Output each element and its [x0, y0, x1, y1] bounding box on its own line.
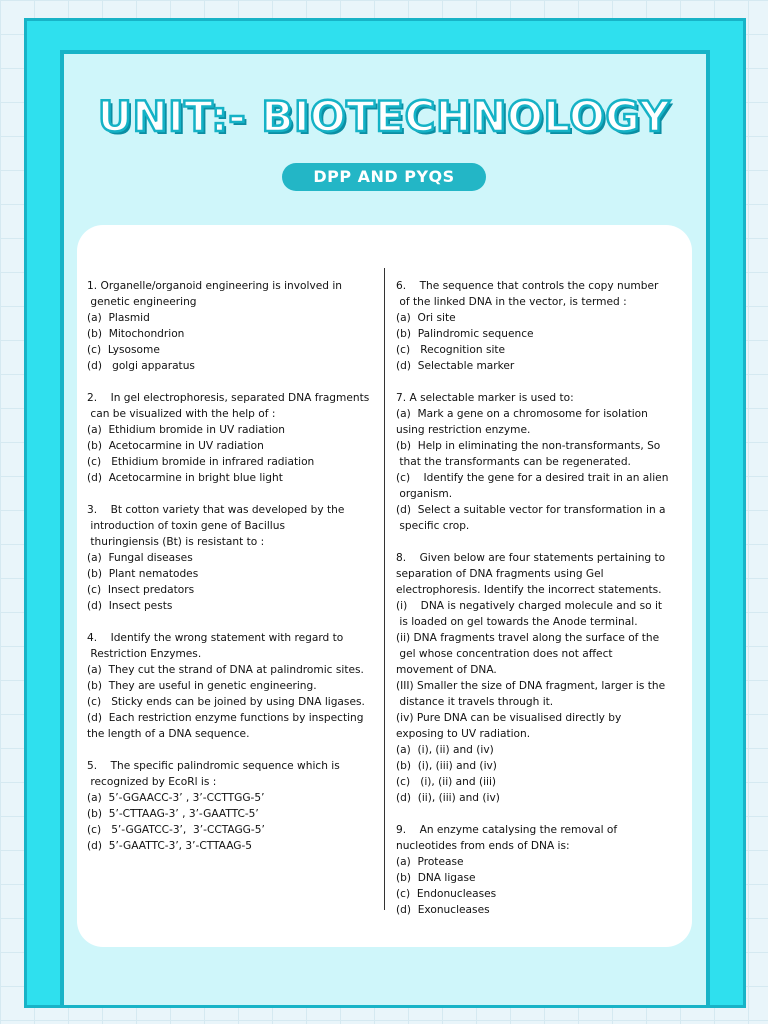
question-stem-line: (III) Smaller the size of DNA fragment, larger is the: [396, 680, 666, 692]
question-stem-line: (i) DNA is negatively charged molecule and so it: [396, 600, 663, 612]
question-stem-line: 6. The sequence that controls the copy number: [396, 280, 659, 292]
question-stem-line: can be visualized with the help of :: [87, 408, 276, 420]
answer-option: (a) Ethidium bromide in UV radiation: [87, 424, 285, 436]
question-stem-line: movement of DNA.: [396, 664, 497, 676]
answer-option: using restriction enzyme.: [396, 424, 531, 436]
question-stem-line: thuringiensis (Bt) is resistant to :: [87, 536, 265, 548]
answer-option: (d) Each restriction enzyme functions by inspecting: [87, 712, 364, 724]
page-title: UNIT:- BIOTECHNOLOGY: [97, 92, 671, 141]
column-divider: [384, 268, 385, 910]
question-block: [396, 390, 688, 534]
answer-option: (b) Plant nematodes: [87, 568, 199, 580]
answer-option: (d) Acetocarmine in bright blue light: [87, 472, 283, 484]
question-stem-line: gel whose concentration does not affect: [396, 648, 613, 660]
question-block: [396, 822, 688, 918]
question-block: [396, 550, 688, 806]
answer-option: (b) Mitochondrion: [87, 328, 185, 340]
answer-option: (a) Plasmid: [87, 312, 150, 324]
question-stem-line: 1. Organelle/organoid engineering is involved in: [87, 280, 342, 292]
question-stem-line: recognized by EcoRl is :: [87, 776, 217, 788]
question-stem-line: 5. The specific palindromic sequence which is: [87, 760, 340, 772]
question-stem-line: 9. An enzyme catalysing the removal of: [396, 824, 618, 836]
answer-option: (c) Lysosome: [87, 344, 160, 356]
answer-option: (a) Protease: [396, 856, 464, 868]
answer-option: that the transformants can be regenerated.: [396, 456, 631, 468]
answer-option: (b) DNA ligase: [396, 872, 476, 884]
answer-option: (d) Select a suitable vector for transformation in a: [396, 504, 666, 516]
question-stem-line: 7. A selectable marker is used to:: [396, 392, 574, 404]
question-stem-line: separation of DNA fragments using Gel: [396, 568, 604, 580]
question-stem-line: nucleotides from ends of DNA is:: [396, 840, 570, 852]
question-block: [87, 502, 383, 614]
subtitle-badge: DPP AND PYQS: [282, 163, 486, 191]
answer-option: (d) 5’-GAATTC-3’, 3’-CTTAAG-5: [87, 840, 253, 852]
answer-option: organism.: [396, 488, 453, 500]
answer-option: (c) Recognition site: [396, 344, 506, 356]
answer-option: (a) Fungal diseases: [87, 552, 193, 564]
question-stem-line: of the linked DNA in the vector, is termed :: [396, 296, 627, 308]
question-block: [87, 630, 383, 742]
answer-option: (d) Selectable marker: [396, 360, 515, 372]
answer-option: (c) Sticky ends can be joined by using DNA ligases.: [87, 696, 365, 708]
question-stem-line: electrophoresis. Identify the incorrect statements.: [396, 584, 662, 596]
answer-option: (c) Ethidium bromide in infrared radiation: [87, 456, 315, 468]
question-block: [396, 278, 688, 374]
answer-option: (a) Mark a gene on a chromosome for isolation: [396, 408, 648, 420]
question-stem-line: introduction of toxin gene of Bacillus: [87, 520, 285, 532]
question-stem-line: Restriction Enzymes.: [87, 648, 202, 660]
answer-option: (b) Acetocarmine in UV radiation: [87, 440, 264, 452]
question-stem-line: (iv) Pure DNA can be visualised directly by: [396, 712, 622, 724]
question-stem-line: 3. Bt cotton variety that was developed by the: [87, 504, 345, 516]
question-stem-line: exposing to UV radiation.: [396, 728, 531, 740]
question-block: [87, 390, 383, 486]
answer-option: (c) Endonucleases: [396, 888, 497, 900]
right-column: [396, 278, 688, 934]
answer-option: (b) They are useful in genetic engineering.: [87, 680, 317, 692]
answer-option: (b) (i), (iii) and (iv): [396, 760, 497, 772]
question-block: [87, 278, 383, 374]
answer-option: (a) 5’-GGAACC-3’ , 3’-CCTTGG-5’: [87, 792, 265, 804]
answer-option: (d) (ii), (iii) and (iv): [396, 792, 500, 804]
answer-option: (d) Exonucleases: [396, 904, 490, 916]
answer-option: (b) Help in eliminating the non-transformants, So: [396, 440, 661, 452]
question-block: [87, 758, 383, 854]
answer-option: (d) golgi apparatus: [87, 360, 195, 372]
answer-option: (d) Insect pests: [87, 600, 173, 612]
question-stem-line: genetic engineering: [87, 296, 197, 308]
question-stem-line: 2. In gel electrophoresis, separated DNA fragments: [87, 392, 370, 404]
answer-option: (b) Palindromic sequence: [396, 328, 534, 340]
left-column: [87, 278, 383, 870]
question-stem-line: is loaded on gel towards the Anode terminal.: [396, 616, 638, 628]
answer-option: (a) (i), (ii) and (iv): [396, 744, 494, 756]
question-stem-line: (ii) DNA fragments travel along the surface of the: [396, 632, 660, 644]
answer-option: (c) Identify the gene for a desired trait in an alien: [396, 472, 669, 484]
answer-option: (c) (i), (ii) and (iii): [396, 776, 497, 788]
question-stem-line: 4. Identify the wrong statement with regard to: [87, 632, 344, 644]
answer-option: (c) 5’-GGATCC-3’, 3’-CCTAGG-5’: [87, 824, 265, 836]
answer-option: specific crop.: [396, 520, 470, 532]
answer-option: (a) They cut the strand of DNA at palindromic sites.: [87, 664, 364, 676]
answer-option: (c) Insect predators: [87, 584, 195, 596]
question-stem-line: 8. Given below are four statements pertaining to: [396, 552, 666, 564]
answer-option: (b) 5’-CTTAAG-3’ , 3’-GAATTC-5’: [87, 808, 259, 820]
question-stem-line: distance it travels through it.: [396, 696, 554, 708]
answer-option: the length of a DNA sequence.: [87, 728, 250, 740]
answer-option: (a) Ori site: [396, 312, 456, 324]
